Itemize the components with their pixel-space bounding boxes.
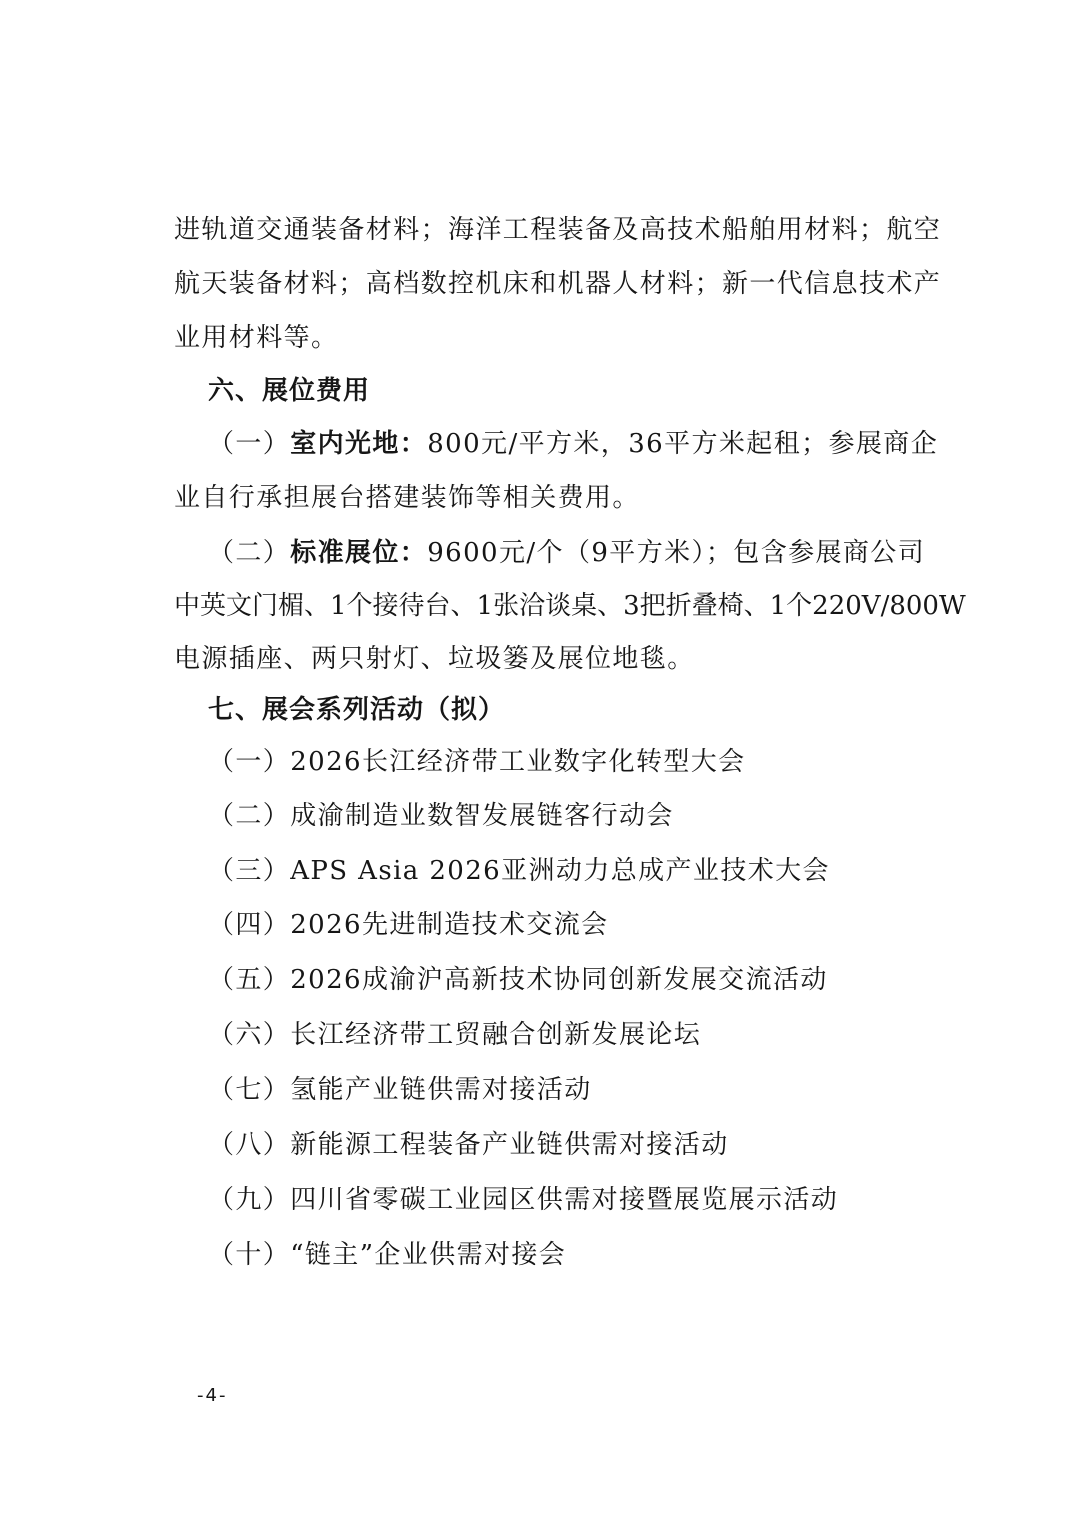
item-2-label: 标准展位： [290,538,428,568]
activity-item: （五）2026成渝沪高新技术协同创新发展交流活动 [208,965,828,995]
activity-item: （七）氢能产业链供需对接活动 [208,1075,592,1105]
body-line-3: 业用材料等。 [174,323,339,353]
booth-fee-item-2-continued-2: 电源插座、两只射灯、垃圾篓及展位地毯。 [174,644,695,674]
booth-fee-item-1 [208,428,938,460]
item-2-text: 9600元/个（9平方米）；包含参展商公司 [427,538,926,568]
activity-item: （九）四川省零碳工业园区供需对接暨展览展示活动 [208,1185,839,1215]
booth-fee-item-2-continued-1: 中英文门楣、1个接待台、1张洽谈桌、3把折叠椅、1个220V/800W [174,591,966,621]
activity-item: （三）APS Asia 2026亚洲动力总成产业技术大会 [208,856,830,886]
activity-item: （二）成渝制造业数智发展链客行动会 [208,801,674,831]
activity-item: （一）2026长江经济带工业数字化转型大会 [208,747,746,777]
booth-fee-item-2 [208,537,925,569]
item-1-text: 800元/平方米，36平方米起租；参展商企 [427,429,939,459]
section-6-heading: 六、展位费用 [208,376,371,406]
item-1-prefix: （一） [208,429,291,459]
page-number: -4- [197,1385,228,1406]
booth-fee-item-1-continued: 业自行承担展台搭建装饰等相关费用。 [174,483,640,513]
activity-item: （四）2026先进制造技术交流会 [208,910,609,940]
item-2-prefix: （二） [208,538,291,568]
section-7-heading: 七、展会系列活动（拟） [208,695,506,725]
activity-item: （十）“链主”企业供需对接会 [208,1240,567,1270]
activity-item: （八）新能源工程装备产业链供需对接活动 [208,1130,729,1160]
item-1-label: 室内光地： [290,429,428,459]
body-line-2: 航天装备材料；高档数控机床和机器人材料；新一代信息技术产 [174,269,942,299]
body-line-1: 进轨道交通装备材料；海洋工程装备及高技术船舶用材料；航空 [174,215,942,245]
activity-item: （六）长江经济带工贸融合创新发展论坛 [208,1020,702,1050]
